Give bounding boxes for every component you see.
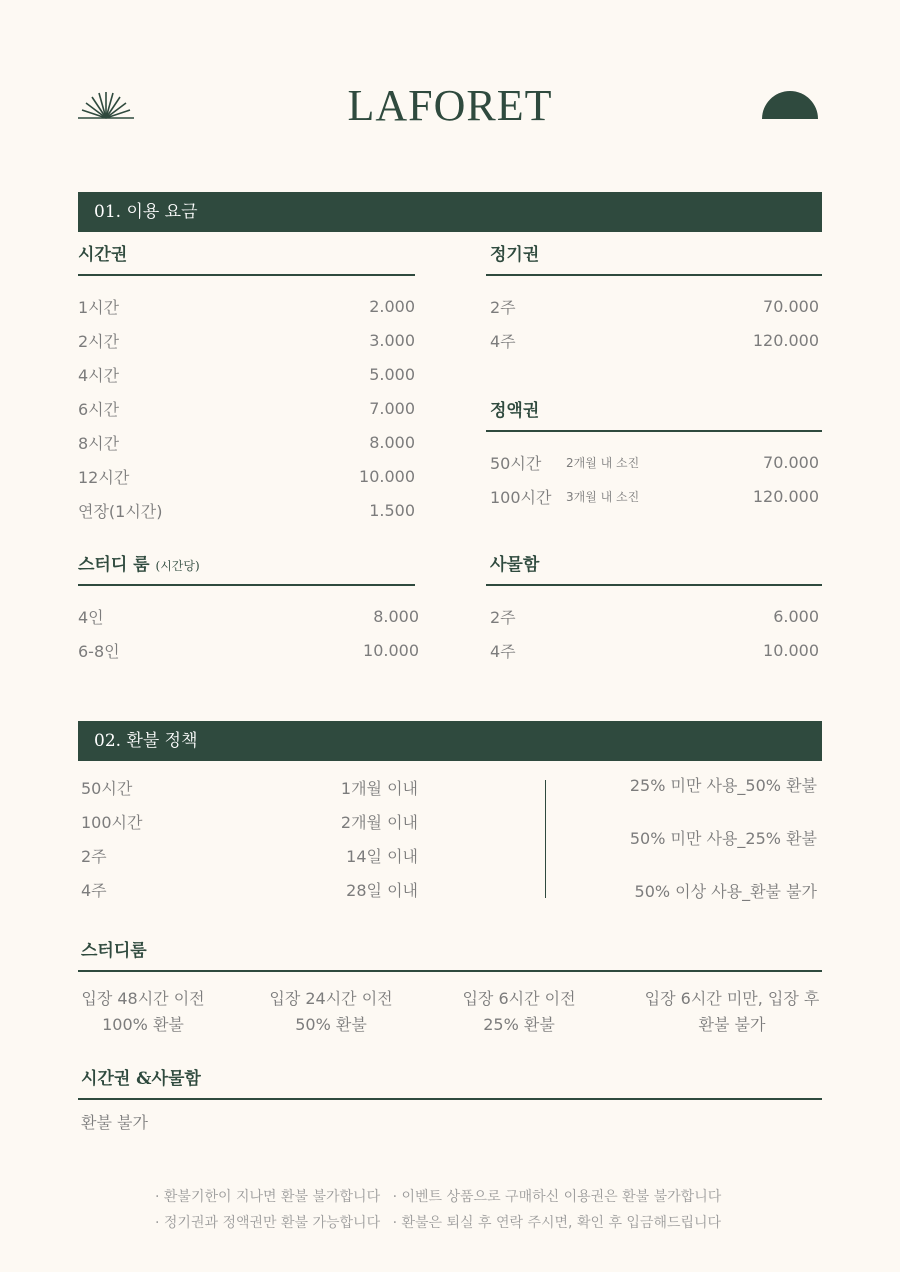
divider-vertical	[545, 780, 546, 898]
table-row: 2주 14일 이내	[81, 846, 418, 866]
list-item: 4주 10.000	[490, 640, 819, 661]
divider	[78, 1098, 822, 1100]
table-row: 50시간 1개월 이내	[81, 778, 418, 798]
study-room-heading: 스터디 룸 (시간당)	[78, 555, 200, 575]
time-locker-text: 환불 불가	[81, 1113, 148, 1132]
refund-rate: 50% 이상 사용_환불 불가	[634, 882, 817, 901]
fixed-pass-heading: 정액권	[490, 401, 540, 421]
list-item: 4시간 5.000	[78, 364, 415, 385]
divider	[486, 430, 822, 432]
brand-logo: LAFORET	[347, 81, 553, 130]
footnote: · 정기권과 정액권만 환불 가능합니다	[155, 1215, 381, 1231]
divider	[486, 584, 822, 586]
list-item: 1시간 2.000	[78, 296, 415, 317]
locker-heading: 사물함	[490, 555, 540, 575]
study-room-block	[78, 550, 419, 667]
refund-rate: 50% 미만 사용_25% 환불	[629, 829, 817, 848]
list-item: 6-8인 10.000	[78, 640, 419, 661]
refund-column: 입장 48시간 이전 100% 환불	[81, 989, 205, 1034]
study-room-refund-block	[78, 936, 822, 1038]
list-item: 2주 70.000	[490, 296, 819, 317]
list-item: 연장(1시간) 1.500	[78, 500, 415, 521]
list-item: 4주 120.000	[490, 330, 819, 351]
time-locker-refund-block	[78, 1064, 822, 1133]
table-row: 4주 28일 이내	[81, 880, 418, 900]
list-item: 6시간 7.000	[78, 398, 415, 419]
footnote: · 환불기한이 지나면 환불 불가합니다	[155, 1189, 381, 1205]
study-room-refund-heading: 스터디룸	[81, 941, 147, 961]
refund-rate: 25% 미만 사용_50% 환불	[629, 776, 817, 795]
divider	[78, 274, 415, 276]
list-item: 50시간 2개월 내 소진 70.000	[490, 452, 819, 473]
list-item: 4인 8.000	[78, 606, 419, 627]
regular-pass-heading: 정기권	[490, 245, 540, 265]
list-item: 100시간 3개월 내 소진 120.000	[490, 486, 819, 507]
footnote: · 환불은 퇴실 후 연락 주시면, 확인 후 입금해드립니다	[392, 1215, 722, 1231]
section-title-refund: 02. 환불 정책	[78, 721, 822, 761]
refund-columns	[78, 986, 822, 1038]
refund-column: 입장 6시간 미만, 입장 후 환불 불가	[644, 989, 820, 1034]
time-locker-heading: 시간권 &사물함	[81, 1069, 201, 1089]
section-title-pricing: 01. 이용 요금	[78, 192, 822, 232]
locker-block	[486, 550, 822, 667]
list-item: 8시간 8.000	[78, 432, 415, 453]
footnote: · 이벤트 상품으로 구매하신 이용권은 환불 불가합니다	[392, 1189, 722, 1205]
table-row: 100시간 2개월 이내	[81, 812, 418, 832]
refund-periods	[81, 770, 418, 906]
refund-column: 입장 24시간 이전 50% 환불	[269, 989, 393, 1034]
divider	[78, 584, 415, 586]
list-item: 2시간 3.000	[78, 330, 415, 351]
regular-pass-block	[486, 240, 822, 357]
divider	[486, 274, 822, 276]
footnotes	[155, 1184, 755, 1236]
list-item: 2주 6.000	[490, 606, 819, 627]
time-pass-heading: 시간권	[78, 245, 128, 265]
half-circle-icon	[762, 90, 818, 120]
refund-rates	[560, 773, 817, 932]
divider	[78, 970, 822, 972]
time-pass-block	[78, 240, 415, 527]
list-item: 12시간 10.000	[78, 466, 415, 487]
fixed-pass-block	[486, 396, 822, 513]
refund-column: 입장 6시간 이전 25% 환불	[462, 989, 576, 1034]
